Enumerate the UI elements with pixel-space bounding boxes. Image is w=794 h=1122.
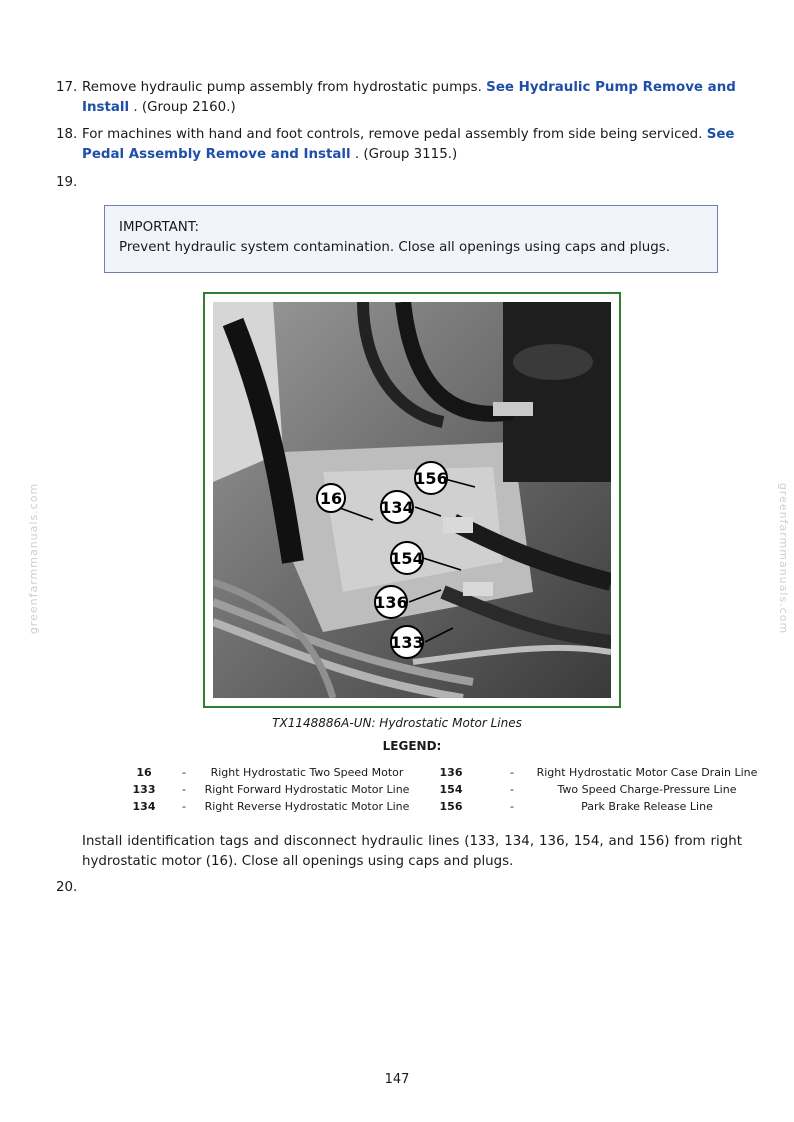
install-instructions: Install identification tags and disconnect hydraulic lines (133, 134, 136, 154, and 156) from right hydrostatic motor (16). Close all openings using caps and plugs.	[82, 834, 742, 869]
step-text: For machines with hand and foot controls, remove pedal assembly from side being serviced.	[82, 127, 707, 142]
step-number: 19.	[56, 175, 78, 190]
legend-number: 156	[439, 800, 463, 813]
step-20-number: 20.	[56, 880, 78, 895]
callout-label: 133	[390, 633, 424, 652]
legend-dash: -	[182, 783, 186, 796]
important-text: Prevent hydraulic system contamination. Close all openings using caps and plugs.	[119, 240, 671, 255]
step-18	[56, 125, 742, 165]
legend-number: 154	[439, 783, 463, 796]
callout-label: 16	[319, 489, 343, 508]
step-group: . (Group 3115.)	[350, 147, 458, 162]
callout-label: 136	[374, 593, 408, 612]
legend-number: 16	[136, 766, 152, 779]
callout-label: 134	[380, 498, 414, 517]
legend-description: Right Hydrostatic Two Speed Motor	[210, 766, 404, 779]
step-number: 17.	[56, 80, 78, 95]
callout-134	[380, 491, 413, 523]
hydraulic-pump-link[interactable]: See Hydraulic Pump Remove and Install	[82, 80, 736, 115]
legend-description: Two Speed Charge-Pressure Line	[557, 783, 737, 796]
legend-number: 133	[132, 783, 156, 796]
legend-dash: -	[510, 783, 514, 796]
step-17	[56, 78, 742, 118]
legend-dash: -	[510, 766, 514, 779]
watermark-left: greenfarmmanuals.com	[27, 482, 41, 635]
callout-154	[390, 542, 423, 574]
figure-caption: TX1148886A-UN: Hydrostatic Motor Lines	[272, 716, 522, 730]
table-row	[124, 764, 762, 781]
callout-label: 156	[414, 469, 448, 488]
step-group: . (Group 2160.)	[129, 100, 236, 115]
important-notice	[104, 205, 718, 273]
table-row	[124, 781, 762, 798]
callout-label: 154	[390, 549, 424, 568]
important-heading: IMPORTANT:	[119, 220, 199, 235]
legend-description: Park Brake Release Line	[581, 800, 713, 813]
table-row	[124, 798, 762, 815]
legend-title: LEGEND:	[382, 739, 442, 753]
callout-136	[374, 586, 407, 618]
legend-description: Right Hydrostatic Motor Case Drain Line	[536, 766, 758, 779]
legend-description: Right Forward Hydrostatic Motor Line	[204, 783, 410, 796]
callout-16	[317, 484, 345, 512]
hydrostatic-motor-photo	[213, 302, 611, 698]
callout-133	[390, 626, 423, 658]
legend-dash: -	[182, 766, 186, 779]
legend-table	[124, 764, 762, 815]
legend-number: 136	[439, 766, 463, 779]
legend-description: Right Reverse Hydrostatic Motor Line	[204, 800, 410, 813]
pedal-assembly-link[interactable]: See Pedal Assembly Remove and Install	[82, 127, 735, 162]
watermark-right: greenfarmmanuals.com	[777, 482, 791, 635]
legend-number: 134	[132, 800, 156, 813]
step-text: Remove hydraulic pump assembly from hydrostatic pumps.	[82, 80, 487, 95]
figure-frame	[203, 292, 621, 708]
callout-156	[414, 462, 447, 494]
legend-dash: -	[182, 800, 186, 813]
legend-dash: -	[510, 800, 514, 813]
page-number: 147	[384, 1072, 410, 1087]
step-number: 18.	[56, 127, 78, 142]
